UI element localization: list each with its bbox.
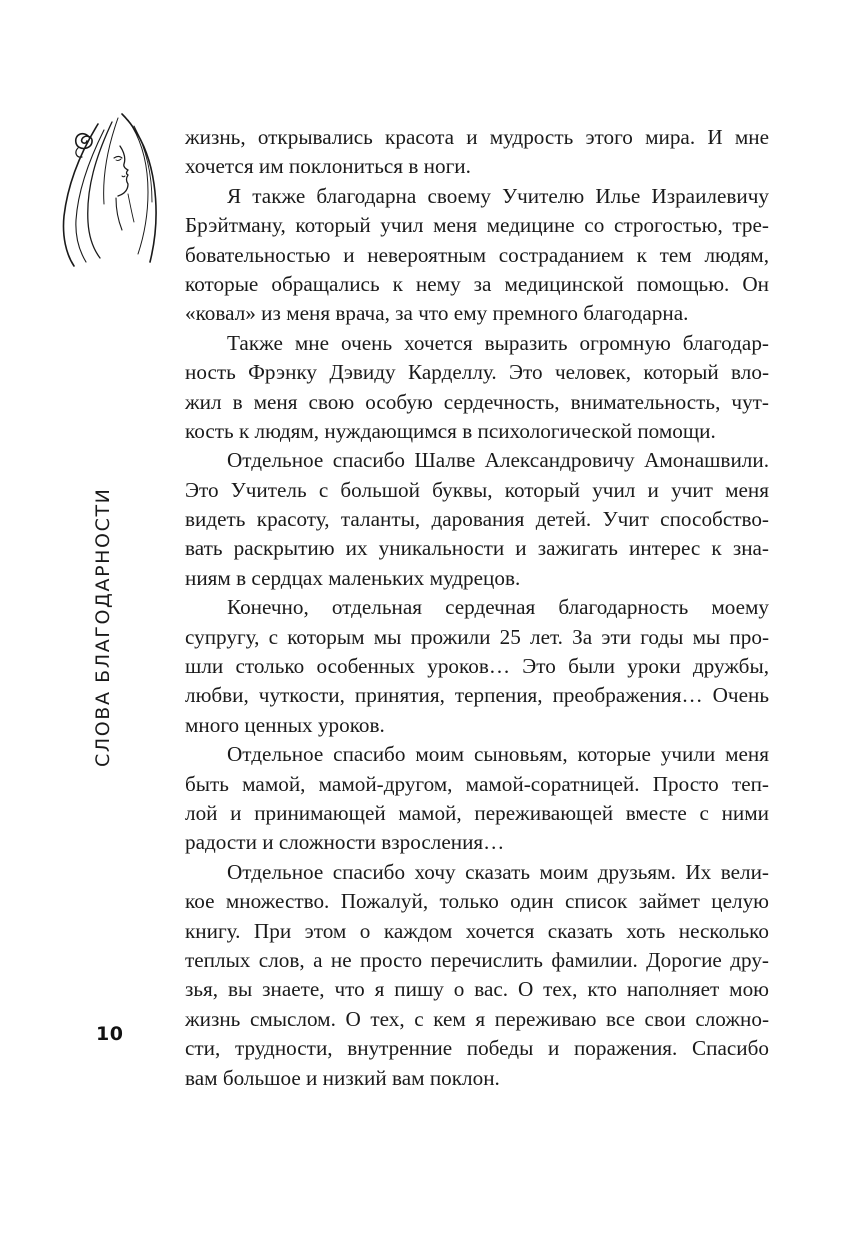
paragraph [185, 740, 769, 858]
body-text [185, 123, 769, 1093]
text-line: Также мне очень хочется выразить огромную благодар- [227, 330, 769, 355]
text-line: радости и сложности взросления… [185, 830, 505, 855]
text-line: книгу. При этом о каждом хочется сказать хоть несколько [185, 918, 769, 943]
paragraph [185, 446, 769, 593]
text-line: жизнь смыслом. О тех, с кем я переживаю все свои сложно- [185, 1006, 769, 1031]
paragraph [185, 182, 769, 329]
text-line: супругу, с которым мы прожили 25 лет. За эти годы мы про- [185, 624, 769, 649]
text-line: жизнь, открывались красота и мудрость этого мира. И мне [185, 125, 769, 149]
text-line: Отдельное спасибо моим сыновьям, которые учили меня [227, 742, 769, 767]
paragraph [185, 858, 769, 1093]
woman-silhouette-icon [60, 112, 172, 272]
text-line: хочется им поклониться в ноги. [185, 154, 471, 179]
text-line: «ковал» из меня врача, за что ему премного благодарна. [185, 301, 689, 326]
text-line: много ценных уроков. [185, 712, 385, 737]
text-line: бовательностью и невероятным состраданием к тем людям, [185, 242, 769, 267]
text-line: ниям в сердцах маленьких мудрецов. [185, 565, 521, 590]
text-line: вам большое и низкий вам поклон. [185, 1065, 500, 1090]
text-line: любви, чуткости, принятия, терпения, преображения… Очень [185, 683, 769, 708]
text-line: быть мамой, мамой-другом, мамой-соратницей. Просто теп- [185, 771, 769, 796]
paragraph [185, 593, 769, 740]
text-line: кость к людям, нуждающимся в психологической помощи. [185, 418, 716, 443]
text-line: Брэйтману, который учил меня медицине со строгостью, тре- [185, 213, 769, 238]
paragraph [185, 123, 769, 182]
text-line: Отдельное спасибо Шалве Александровичу Амонашвили. [227, 448, 769, 473]
text-line: шли столько особенных уроков… Это были уроки дружбы, [185, 654, 769, 679]
text-line: которые обращались к нему за медицинской помощью. Он [185, 271, 769, 296]
running-head: СЛОВА БЛАГОДАРНОСТИ [92, 487, 114, 767]
text-line: Я также благодарна своему Учителю Илье Израилевичу [227, 183, 769, 208]
text-line: ность Фрэнку Дэвиду Карделлу. Это человек, который вло- [185, 360, 769, 385]
paragraph [185, 329, 769, 447]
text-line: жил в меня свою особую сердечность, внимательность, чут- [185, 389, 769, 414]
text-line: Это Учитель с большой буквы, который учил и учит меня [185, 477, 769, 502]
page-number: 10 [96, 1023, 124, 1045]
text-line: зья, вы знаете, что я пишу о вас. О тех, кто наполняет мою [185, 977, 769, 1002]
text-line: Отдельное спасибо хочу сказать моим друзьям. Их вели- [227, 859, 769, 884]
text-line: Конечно, отдельная сердечная благодарность моему [227, 595, 769, 620]
text-line: теплых слов, а не просто перечислить фамилии. Дорогие дру- [185, 947, 769, 972]
text-line: кое множество. Пожалуй, только один список займет целую [185, 889, 769, 914]
text-line: лой и принимающей мамой, переживающей вместе с ними [185, 800, 769, 825]
text-line: видеть красоту, таланты, дарования детей. Учит способство- [185, 507, 769, 532]
text-line: сти, трудности, внутренние победы и поражения. Спасибо [185, 1036, 769, 1061]
text-line: вать раскрытию их уникальности и зажигать интерес к зна- [185, 536, 769, 561]
